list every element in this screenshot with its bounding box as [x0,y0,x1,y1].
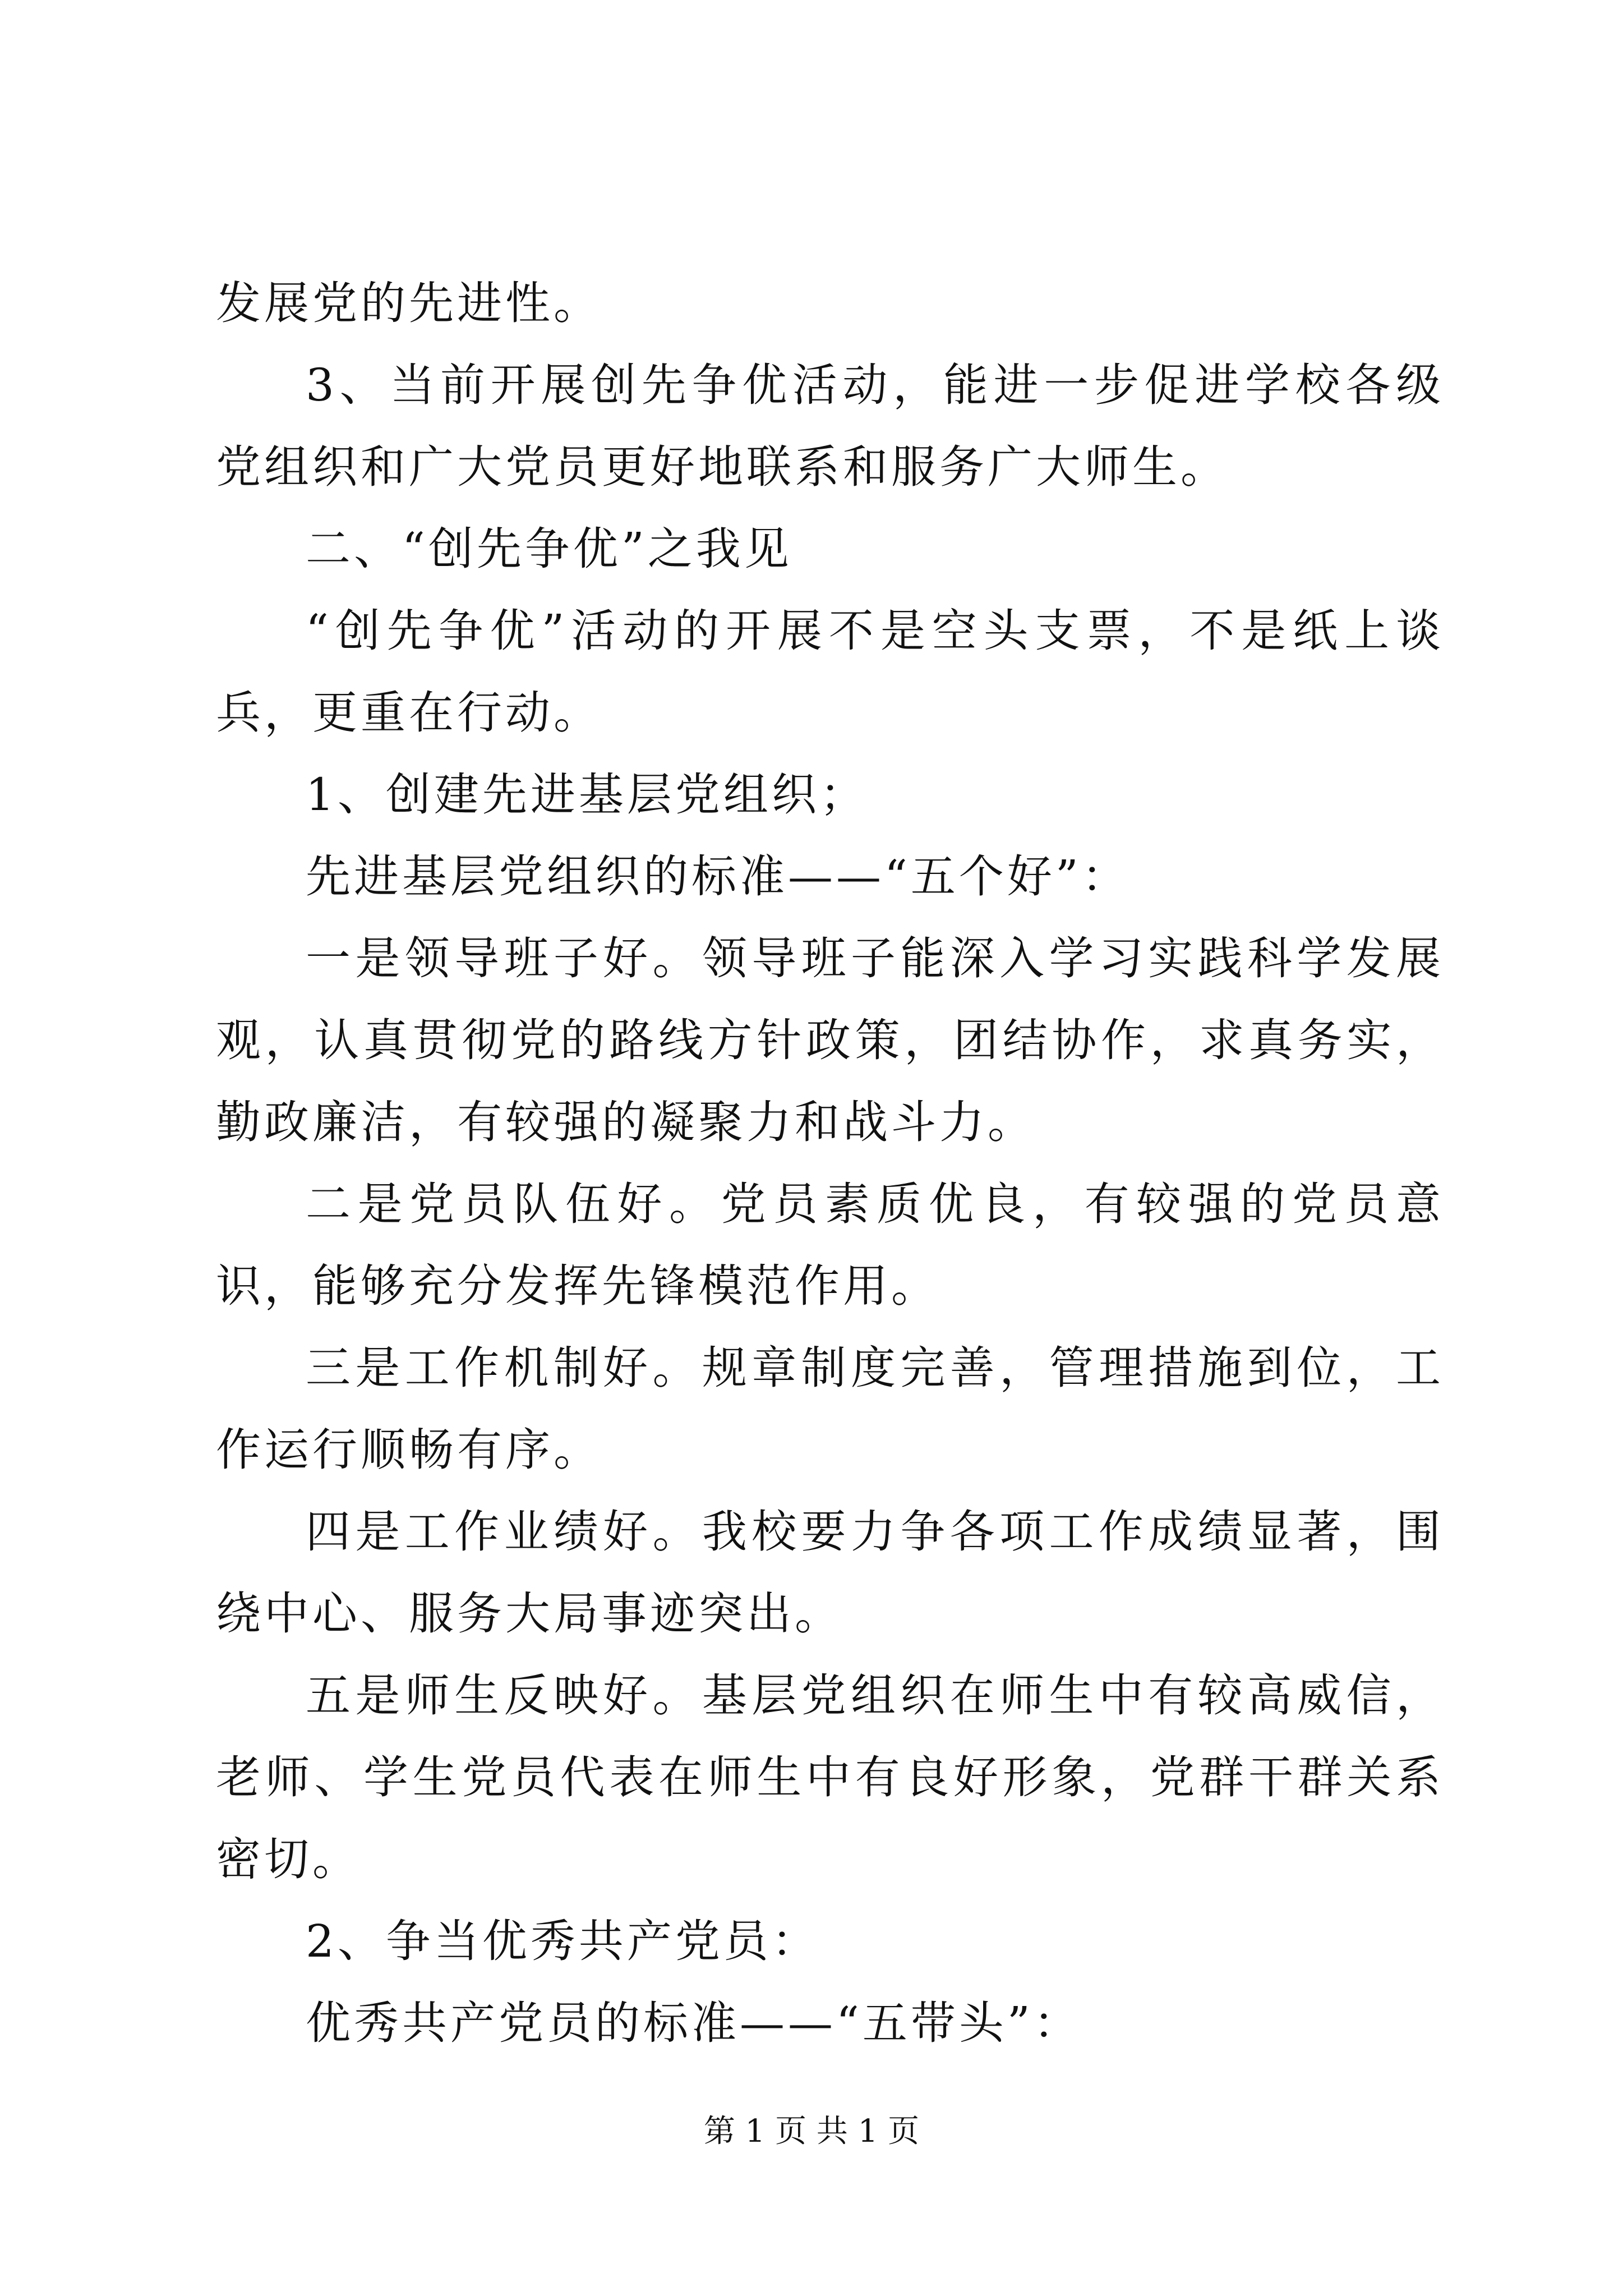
paragraph-criterion-4: 四是工作业绩好。我校要力争各项工作成绩显著，围绕中心、服务大局事迹突出。 [216,1506,1444,1640]
paragraph-criterion-1: 一是领导班子好。领导班子能深入学习实践科学发展观，认真贯彻党的路线方针政策，团结协作，求真务实，勤政廉洁，有较强的凝聚力和战斗力。 [216,932,1444,1148]
subheading-1: 1、创建先进基层党组织； [306,769,868,821]
paragraph-continuation: 发展党的先进性。 [216,277,602,329]
paragraph-item-3: 3、当前开展创先争优活动，能进一步促进学校各级党组织和广大党员更好地联系和服务广大师生。 [216,359,1444,493]
document-body [216,263,1444,2064]
paragraph-standard-five-lead: 优秀共产党员的标准——“五带头”： [306,1997,1082,2049]
paragraph-criterion-3: 三是工作机制好。规章制度完善，管理措施到位，工作运行顺畅有序。 [216,1342,1444,1476]
paragraph-criterion-2: 二是党员队伍好。党员素质优良，有较强的党员意识，能够充分发挥先锋模范作用。 [216,1178,1444,1312]
page-number-label: 第 1 页 共 1 页 [703,2113,920,2150]
section-heading-2: 二、“创先争优”之我见 [306,523,792,575]
paragraph-criterion-5: 五是师生反映好。基层党组织在师生中有较高威信，老师、学生党员代表在师生中有良好形象，党群干群关系密切。 [216,1669,1444,1885]
subheading-2: 2、争当优秀共产党员： [306,1915,820,1967]
page-footer [0,2112,1623,2151]
paragraph-standard-five-good: 先进基层党组织的标准——“五个好”： [306,850,1130,903]
paragraph-intro: “创先争优”活动的开展不是空头支票，不是纸上谈兵，更重在行动。 [216,605,1444,739]
